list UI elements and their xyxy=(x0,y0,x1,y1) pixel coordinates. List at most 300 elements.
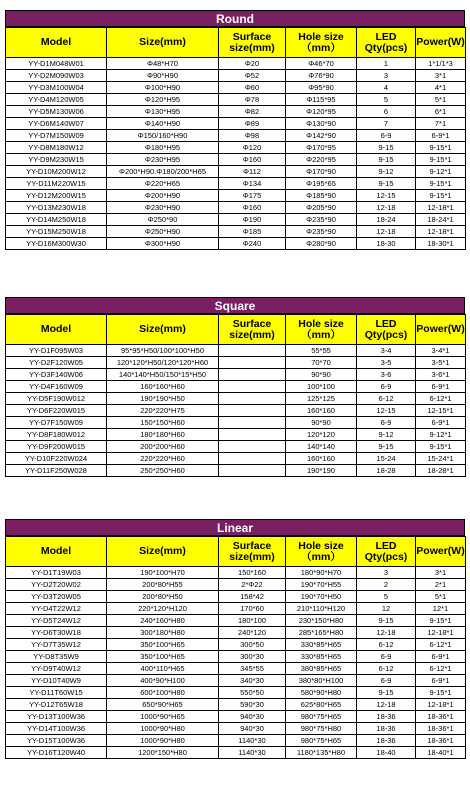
col-header-led-qty: LED Qty(pcs) xyxy=(357,315,416,345)
table-row xyxy=(6,675,466,687)
cell-hole-size: 190*70*H55 xyxy=(286,579,357,591)
cell-surface-size: Φ112 xyxy=(219,166,286,178)
cell-model: YY-D3F140W06 xyxy=(6,369,107,381)
table-row xyxy=(6,357,466,369)
cell-model: YY-D9T40W12 xyxy=(6,663,107,675)
cell-size: 220*120*H120 xyxy=(107,603,219,615)
col-header-power: Power(W) xyxy=(416,28,466,58)
col-header-model: Model xyxy=(6,315,107,345)
cell-size: Φ140*H90 xyxy=(107,118,219,130)
cell-power: 6-9*1 xyxy=(416,381,466,393)
table-row xyxy=(6,238,466,250)
cell-size: 160*160*H60 xyxy=(107,381,219,393)
cell-led-qty: 7 xyxy=(357,118,416,130)
table-row xyxy=(6,178,466,190)
cell-hole-size: 120*120 xyxy=(286,429,357,441)
cell-model: YY-D15T100W36 xyxy=(6,735,107,747)
cell-model: YY-D6M140W07 xyxy=(6,118,107,130)
cell-led-qty: 9-12 xyxy=(357,429,416,441)
table-row xyxy=(6,453,466,465)
cell-led-qty: 6-9 xyxy=(357,651,416,663)
cell-power: 18-24*1 xyxy=(416,214,466,226)
table-row xyxy=(6,405,466,417)
cell-model: YY-D1M048W01 xyxy=(6,58,107,70)
table-row xyxy=(6,465,466,477)
cell-led-qty: 12 xyxy=(357,603,416,615)
cell-size: 300*180*H80 xyxy=(107,627,219,639)
cell-hole-size: 190*70*H50 xyxy=(286,591,357,603)
cell-hole-size: 980*75*H65 xyxy=(286,735,357,747)
table-row xyxy=(6,747,466,759)
cell-power: 9-15*1 xyxy=(416,178,466,190)
cell-model: YY-D13T100W36 xyxy=(6,711,107,723)
cell-led-qty: 9-15 xyxy=(357,142,416,154)
cell-power: 9-12*1 xyxy=(416,429,466,441)
cell-hole-size: 210*110*H120 xyxy=(286,603,357,615)
cell-surface-size: 2*Φ22 xyxy=(219,579,286,591)
cell-hole-size: 160*160 xyxy=(286,405,357,417)
cell-size: 600*100*H80 xyxy=(107,687,219,699)
table-row xyxy=(6,94,466,106)
cell-model: YY-D3T20W05 xyxy=(6,591,107,603)
cell-surface-size: 590*30 xyxy=(219,699,286,711)
col-header-surface-size: Surface size(mm) xyxy=(219,315,286,345)
col-header-hole-size: Hole size （mm） xyxy=(286,28,357,58)
cell-hole-size: Φ120*95 xyxy=(286,106,357,118)
cell-model: YY-D1F095W03 xyxy=(6,345,107,357)
cell-hole-size: Φ142*90 xyxy=(286,130,357,142)
col-header-power: Power(W) xyxy=(416,315,466,345)
cell-led-qty: 2 xyxy=(357,579,416,591)
cell-surface-size xyxy=(219,417,286,429)
cell-size: 240*160*H80 xyxy=(107,615,219,627)
cell-hole-size: 625*80*H65 xyxy=(286,699,357,711)
cell-surface-size: Φ134 xyxy=(219,178,286,190)
section-square xyxy=(5,297,465,477)
cell-hole-size: Φ220*95 xyxy=(286,154,357,166)
cell-model: YY-D13M230W18 xyxy=(6,202,107,214)
cell-power: 12-18*1 xyxy=(416,627,466,639)
cell-led-qty: 4 xyxy=(357,82,416,94)
cell-model: YY-D11F250W028 xyxy=(6,465,107,477)
cell-surface-size xyxy=(219,369,286,381)
cell-model: YY-D16M300W30 xyxy=(6,238,107,250)
cell-power: 12-15*1 xyxy=(416,405,466,417)
cell-led-qty: 9-15 xyxy=(357,178,416,190)
table-row xyxy=(6,226,466,238)
cell-led-qty: 12-15 xyxy=(357,405,416,417)
table-row xyxy=(6,166,466,178)
table-row xyxy=(6,429,466,441)
cell-model: YY-D3M100W04 xyxy=(6,82,107,94)
cell-size: Φ230*H90 xyxy=(107,202,219,214)
cell-led-qty: 12-15 xyxy=(357,190,416,202)
cell-hole-size: 285*165*H80 xyxy=(286,627,357,639)
col-header-led-qty: LED Qty(pcs) xyxy=(357,28,416,58)
cell-size: 220*220*H60 xyxy=(107,453,219,465)
cell-model: YY-D5M130W06 xyxy=(6,106,107,118)
cell-surface-size: 170*60 xyxy=(219,603,286,615)
cell-model: YY-D2M090W03 xyxy=(6,70,107,82)
cell-power: 9-15*1 xyxy=(416,615,466,627)
cell-surface-size: Φ160 xyxy=(219,202,286,214)
cell-power: 6-9*1 xyxy=(416,417,466,429)
cell-led-qty: 12-18 xyxy=(357,202,416,214)
cell-hole-size: 580*90*H80 xyxy=(286,687,357,699)
cell-size: 250*250*H60 xyxy=(107,465,219,477)
col-header-size: Size(mm) xyxy=(107,537,219,567)
cell-surface-size: 150*160 xyxy=(219,567,286,579)
cell-size: 1000*90*H80 xyxy=(107,723,219,735)
cell-led-qty: 12-18 xyxy=(357,699,416,711)
cell-hole-size: Φ95*90 xyxy=(286,82,357,94)
table-row xyxy=(6,735,466,747)
cell-size: 1000*90*H65 xyxy=(107,711,219,723)
cell-hole-size: 140*140 xyxy=(286,441,357,453)
cell-surface-size: Φ160 xyxy=(219,154,286,166)
cell-size: Φ150/160*H90 xyxy=(107,130,219,142)
section-title: Linear xyxy=(5,519,465,536)
cell-surface-size xyxy=(219,441,286,453)
cell-hole-size: Φ205*90 xyxy=(286,202,357,214)
cell-size: Φ180*H95 xyxy=(107,142,219,154)
cell-size: 200*200*H60 xyxy=(107,441,219,453)
cell-surface-size xyxy=(219,357,286,369)
cell-led-qty: 12-18 xyxy=(357,226,416,238)
cell-surface-size: 240*120 xyxy=(219,627,286,639)
table-row xyxy=(6,381,466,393)
cell-surface-size xyxy=(219,429,286,441)
cell-power: 5*1 xyxy=(416,94,466,106)
cell-surface-size: 345*55 xyxy=(219,663,286,675)
cell-hole-size: 330*85*H65 xyxy=(286,639,357,651)
cell-power: 18-30*1 xyxy=(416,238,466,250)
cell-hole-size: Φ170*90 xyxy=(286,166,357,178)
table-row xyxy=(6,202,466,214)
cell-size: Φ90*H90 xyxy=(107,70,219,82)
cell-model: YY-D10M200W12 xyxy=(6,166,107,178)
cell-power: 9-15*1 xyxy=(416,154,466,166)
cell-power: 9-15*1 xyxy=(416,441,466,453)
cell-led-qty: 18-30 xyxy=(357,238,416,250)
table-row xyxy=(6,58,466,70)
table-row xyxy=(6,603,466,615)
cell-power: 3-4*1 xyxy=(416,345,466,357)
cell-size: 200*80*H50 xyxy=(107,591,219,603)
cell-surface-size: Φ120 xyxy=(219,142,286,154)
cell-power: 12-18*1 xyxy=(416,202,466,214)
cell-hole-size: Φ130*90 xyxy=(286,118,357,130)
table-row xyxy=(6,627,466,639)
cell-power: 12*1 xyxy=(416,603,466,615)
cell-power: 3-5*1 xyxy=(416,357,466,369)
cell-led-qty: 6-9 xyxy=(357,417,416,429)
section-title: Square xyxy=(5,297,465,314)
col-header-surface-size: Surface size(mm) xyxy=(219,28,286,58)
cell-hole-size: Φ170*95 xyxy=(286,142,357,154)
cell-led-qty: 6-9 xyxy=(357,675,416,687)
cell-surface-size: 940*30 xyxy=(219,723,286,735)
table-row xyxy=(6,130,466,142)
cell-hole-size: 125*125 xyxy=(286,393,357,405)
cell-size: 1200*150*H80 xyxy=(107,747,219,759)
cell-model: YY-D12T65W18 xyxy=(6,699,107,711)
cell-model: YY-D7M150W09 xyxy=(6,130,107,142)
cell-led-qty: 18-40 xyxy=(357,747,416,759)
cell-hole-size: 380*85*H65 xyxy=(286,663,357,675)
table-row xyxy=(6,615,466,627)
cell-size: Φ220*H65 xyxy=(107,178,219,190)
cell-power: 4*1 xyxy=(416,82,466,94)
cell-hole-size: 90*90 xyxy=(286,417,357,429)
cell-led-qty: 3 xyxy=(357,567,416,579)
cell-led-qty: 12-18 xyxy=(357,627,416,639)
cell-surface-size: Φ52 xyxy=(219,70,286,82)
cell-power: 18-36*1 xyxy=(416,735,466,747)
cell-model: YY-D1T19W03 xyxy=(6,567,107,579)
cell-power: 9-12*1 xyxy=(416,166,466,178)
table-row xyxy=(6,699,466,711)
cell-led-qty: 18-24 xyxy=(357,214,416,226)
cell-surface-size xyxy=(219,345,286,357)
table-row xyxy=(6,417,466,429)
cell-model: YY-D10T40W9 xyxy=(6,675,107,687)
cell-power: 1*1/1*3 xyxy=(416,58,466,70)
table-row xyxy=(6,639,466,651)
cell-size: 190*100*H70 xyxy=(107,567,219,579)
cell-model: YY-D11M220W15 xyxy=(6,178,107,190)
cell-size: 200*80*H55 xyxy=(107,579,219,591)
cell-surface-size xyxy=(219,393,286,405)
cell-power: 7*1 xyxy=(416,118,466,130)
cell-model: YY-D14M250W18 xyxy=(6,214,107,226)
cell-led-qty: 18-36 xyxy=(357,723,416,735)
table-row xyxy=(6,369,466,381)
spec-table xyxy=(5,314,466,477)
table-row xyxy=(6,723,466,735)
cell-surface-size: 340*30 xyxy=(219,675,286,687)
col-header-led-qty: LED Qty(pcs) xyxy=(357,537,416,567)
col-header-hole-size: Hole size （mm） xyxy=(286,315,357,345)
cell-led-qty: 3-5 xyxy=(357,357,416,369)
spec-table xyxy=(5,536,466,759)
cell-surface-size: Φ185 xyxy=(219,226,286,238)
cell-surface-size: 158*42 xyxy=(219,591,286,603)
cell-size: Φ250*90 xyxy=(107,214,219,226)
cell-surface-size: 300*30 xyxy=(219,651,286,663)
cell-led-qty: 9-12 xyxy=(357,166,416,178)
cell-surface-size: Φ98 xyxy=(219,130,286,142)
cell-size: 95*95*H50/100*100*H50 xyxy=(107,345,219,357)
cell-size: 150*150*H60 xyxy=(107,417,219,429)
cell-size: Φ250*H90 xyxy=(107,226,219,238)
cell-led-qty: 15-24 xyxy=(357,453,416,465)
cell-power: 2*1 xyxy=(416,579,466,591)
cell-led-qty: 9-15 xyxy=(357,441,416,453)
cell-hole-size: 980*75*H80 xyxy=(286,723,357,735)
cell-power: 6*1 xyxy=(416,106,466,118)
section-linear xyxy=(5,519,465,759)
cell-size: 140*140*H50/150*15*H50 xyxy=(107,369,219,381)
cell-size: 180*180*H60 xyxy=(107,429,219,441)
cell-hole-size: 330*85*H65 xyxy=(286,651,357,663)
cell-hole-size: 380*80*H100 xyxy=(286,675,357,687)
cell-power: 12-18*1 xyxy=(416,226,466,238)
cell-model: YY-D2T20W02 xyxy=(6,579,107,591)
cell-led-qty: 9-15 xyxy=(357,615,416,627)
cell-led-qty: 3-4 xyxy=(357,345,416,357)
cell-led-qty: 5 xyxy=(357,94,416,106)
cell-model: YY-D7F150W09 xyxy=(6,417,107,429)
cell-size: 120*120*H50/120*120*H60 xyxy=(107,357,219,369)
cell-surface-size: 1140*30 xyxy=(219,747,286,759)
cell-power: 9-15*1 xyxy=(416,190,466,202)
table-row xyxy=(6,190,466,202)
cell-size: Φ200*H90.Φ180/200*H65 xyxy=(107,166,219,178)
table-row xyxy=(6,567,466,579)
cell-model: YY-D8T35W9 xyxy=(6,651,107,663)
cell-model: YY-D6F220W015 xyxy=(6,405,107,417)
table-row xyxy=(6,154,466,166)
cell-model: YY-D9M230W15 xyxy=(6,154,107,166)
cell-led-qty: 6 xyxy=(357,106,416,118)
col-header-size: Size(mm) xyxy=(107,315,219,345)
cell-model: YY-D4F160W09 xyxy=(6,381,107,393)
cell-surface-size: Φ60 xyxy=(219,82,286,94)
cell-size: 400*90*H100 xyxy=(107,675,219,687)
cell-power: 6-12*1 xyxy=(416,663,466,675)
cell-surface-size: 180*100 xyxy=(219,615,286,627)
cell-surface-size: Φ89 xyxy=(219,118,286,130)
cell-led-qty: 9-15 xyxy=(357,687,416,699)
cell-model: YY-D4T22W12 xyxy=(6,603,107,615)
cell-power: 3*1 xyxy=(416,70,466,82)
cell-hole-size: Φ235*90 xyxy=(286,226,357,238)
cell-size: Φ100*H90 xyxy=(107,82,219,94)
table-row xyxy=(6,579,466,591)
cell-power: 18-36*1 xyxy=(416,723,466,735)
cell-surface-size: Φ240 xyxy=(219,238,286,250)
cell-led-qty: 5 xyxy=(357,591,416,603)
cell-surface-size xyxy=(219,465,286,477)
cell-size: 190*190*H50 xyxy=(107,393,219,405)
cell-power: 3*1 xyxy=(416,567,466,579)
cell-size: Φ230*H95 xyxy=(107,154,219,166)
cell-hole-size: Φ195*65 xyxy=(286,178,357,190)
cell-model: YY-D9F200W015 xyxy=(6,441,107,453)
cell-model: YY-D8M180W12 xyxy=(6,142,107,154)
cell-power: 5*1 xyxy=(416,591,466,603)
col-header-model: Model xyxy=(6,537,107,567)
spec-table xyxy=(5,27,466,250)
cell-led-qty: 6-12 xyxy=(357,393,416,405)
cell-model: YY-D4M120W05 xyxy=(6,94,107,106)
cell-led-qty: 6-9 xyxy=(357,381,416,393)
cell-size: Φ200*H90 xyxy=(107,190,219,202)
cell-hole-size: Φ76*90 xyxy=(286,70,357,82)
table-row xyxy=(6,118,466,130)
table-row xyxy=(6,70,466,82)
cell-led-qty: 3 xyxy=(357,70,416,82)
cell-model: YY-D10F220W024 xyxy=(6,453,107,465)
section-round xyxy=(5,10,465,250)
cell-hole-size: 55*55 xyxy=(286,345,357,357)
cell-surface-size xyxy=(219,405,286,417)
cell-size: 350*100*H65 xyxy=(107,639,219,651)
cell-surface-size: 300*50 xyxy=(219,639,286,651)
cell-model: YY-D14T100W36 xyxy=(6,723,107,735)
table-row xyxy=(6,651,466,663)
cell-hole-size: Φ115*95 xyxy=(286,94,357,106)
cell-hole-size: Φ280*90 xyxy=(286,238,357,250)
cell-hole-size: 980*75*H65 xyxy=(286,711,357,723)
cell-size: Φ48*H70 xyxy=(107,58,219,70)
cell-power: 6-9*1 xyxy=(416,130,466,142)
col-header-surface-size: Surface size(mm) xyxy=(219,537,286,567)
cell-model: YY-D15M250W18 xyxy=(6,226,107,238)
cell-power: 9-15*1 xyxy=(416,142,466,154)
cell-surface-size xyxy=(219,381,286,393)
cell-size: 650*90*H65 xyxy=(107,699,219,711)
table-row xyxy=(6,663,466,675)
table-row xyxy=(6,142,466,154)
col-header-power: Power(W) xyxy=(416,537,466,567)
cell-model: YY-D8F180W012 xyxy=(6,429,107,441)
col-header-size: Size(mm) xyxy=(107,28,219,58)
cell-surface-size: Φ175 xyxy=(219,190,286,202)
table-row xyxy=(6,687,466,699)
cell-size: Φ300*H90 xyxy=(107,238,219,250)
table-row xyxy=(6,214,466,226)
cell-led-qty: 9-15 xyxy=(357,154,416,166)
cell-power: 6-9*1 xyxy=(416,651,466,663)
cell-surface-size: 1140*30 xyxy=(219,735,286,747)
section-title: Round xyxy=(5,10,465,27)
cell-surface-size xyxy=(219,453,286,465)
cell-power: 12-18*1 xyxy=(416,699,466,711)
cell-model: YY-D16T120W40 xyxy=(6,747,107,759)
cell-surface-size: Φ82 xyxy=(219,106,286,118)
cell-led-qty: 1 xyxy=(357,58,416,70)
cell-hole-size: 1180*135*H80 xyxy=(286,747,357,759)
cell-power: 6-9*1 xyxy=(416,675,466,687)
col-header-model: Model xyxy=(6,28,107,58)
cell-led-qty: 18-36 xyxy=(357,735,416,747)
cell-hole-size: Φ46*70 xyxy=(286,58,357,70)
cell-model: YY-D5F190W012 xyxy=(6,393,107,405)
cell-hole-size: 180*90*H70 xyxy=(286,567,357,579)
cell-model: YY-D12M200W15 xyxy=(6,190,107,202)
cell-power: 15-24*1 xyxy=(416,453,466,465)
cell-size: Φ120*H95 xyxy=(107,94,219,106)
table-row xyxy=(6,345,466,357)
cell-hole-size: Φ235*90 xyxy=(286,214,357,226)
cell-surface-size: 940*30 xyxy=(219,711,286,723)
table-row xyxy=(6,82,466,94)
cell-size: 1000*90*H80 xyxy=(107,735,219,747)
cell-power: 18-40*1 xyxy=(416,747,466,759)
cell-size: 400*110*H65 xyxy=(107,663,219,675)
table-row xyxy=(6,441,466,453)
table-row xyxy=(6,711,466,723)
cell-size: 220*220*H75 xyxy=(107,405,219,417)
cell-hole-size: 160*160 xyxy=(286,453,357,465)
cell-model: YY-D6T30W18 xyxy=(6,627,107,639)
table-row xyxy=(6,393,466,405)
cell-surface-size: Φ78 xyxy=(219,94,286,106)
cell-power: 6-12*1 xyxy=(416,393,466,405)
cell-surface-size: Φ20 xyxy=(219,58,286,70)
